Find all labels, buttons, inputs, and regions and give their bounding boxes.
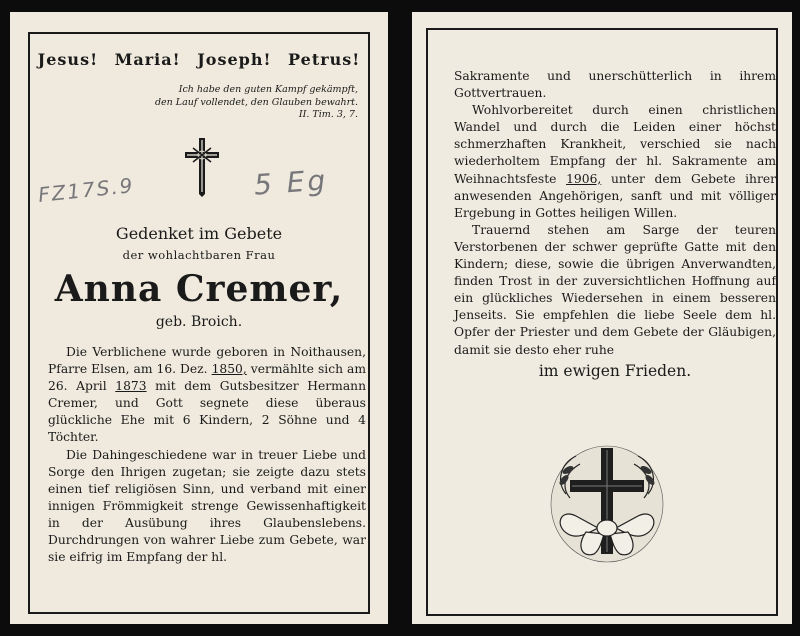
obituary-paragraph xyxy=(454,102,776,222)
quote-reference: II. Tim. 3, 7. xyxy=(298,109,358,120)
closing-line: im ewigen Frieden. xyxy=(538,361,692,380)
bible-quote xyxy=(155,84,358,122)
handwritten-archive-code: FZ17S.9 xyxy=(37,173,136,207)
quote-line: Ich habe den guten Kampf gekämpft, xyxy=(178,84,358,95)
text-run: Wohlvorbereitet durch einen christlichen Wandel und durch die Leiden einer höchst schmerzhaften Krankheit, verschied sie nach wiederholtem Empfang der hl. Sakramente am Weihnachtsfeste xyxy=(454,103,776,186)
biography-text xyxy=(48,344,366,566)
invocation-heading: Jesus! Maria! Joseph! Petrus! xyxy=(37,50,361,69)
cross-icon xyxy=(181,136,223,198)
marriage-year: 1873 xyxy=(115,379,147,394)
deceased-name: Anna Cremer, xyxy=(54,268,344,310)
text-run: unter dem Gebete ihrer anwesenden Angehörigen, sanft und mit völliger Ergebung in Gottes heiligen Willen. xyxy=(454,171,776,220)
right-card-page xyxy=(412,12,792,624)
biography-paragraph: Die Dahingeschiedene war in treuer Liebe und Sorge den Ihrigen zugetan; sie zeigte dazu stets einen tief religiösen Sinn, und verband mit einer innigen Frömmigkeit strenge Gewissenhaftigkeit in der Ausübung ihres Glaubenslebens. Durchdrungen von wahrer Liebe zum Gebete, war sie eifrig im Empfang der hl. xyxy=(48,447,366,565)
honorific-line: der wohlachtbaren Frau xyxy=(122,248,276,262)
cross-wreath-icon xyxy=(546,442,668,566)
handwritten-shelf-mark: 5 Eg xyxy=(252,163,330,202)
maiden-name: geb. Broich. xyxy=(155,314,243,330)
text-run: Die Verblichene wurde geboren in Noithausen, Pfarre Elsen, am 16. Dez. xyxy=(48,345,366,377)
obituary-paragraph: Trauernd stehen am Sarge der teuren Verstorbenen der schwer geprüfte Gatte mit den Kindern; diese, sowie die übrigen Anverwandten, finden Trost in der zuversichtlichen Hoffnung auf ein glückliches Wiedersehen in einem besseren Jenseits. Sie empfehlen die liebe Seele dem hl. Opfer der Priester und dem Gebete der Gläubigen, damit sie desto eher ruhe xyxy=(454,222,776,357)
death-year: 1906, xyxy=(566,171,602,186)
left-card-page xyxy=(10,12,388,624)
continuation-paragraph: Sakramente und unerschütterlich in ihrem Gottvertrauen. xyxy=(454,69,776,101)
text-run: vermählte sich am 26. April xyxy=(48,362,366,394)
commemoration-line: Gedenket im Gebete xyxy=(115,224,283,243)
biography-paragraph xyxy=(48,344,366,447)
text-run: mit dem Gutsbesitzer Hermann Cremer, und Gott segnete diese überaus glückliche Ehe mit 6 Kindern, 2 Söhne und 4 Töchter. xyxy=(48,379,366,445)
birth-year: 1850, xyxy=(211,362,247,377)
quote-line: den Lauf vollendet, den Glauben bewahrt. xyxy=(154,96,358,108)
obituary-text xyxy=(454,68,776,380)
